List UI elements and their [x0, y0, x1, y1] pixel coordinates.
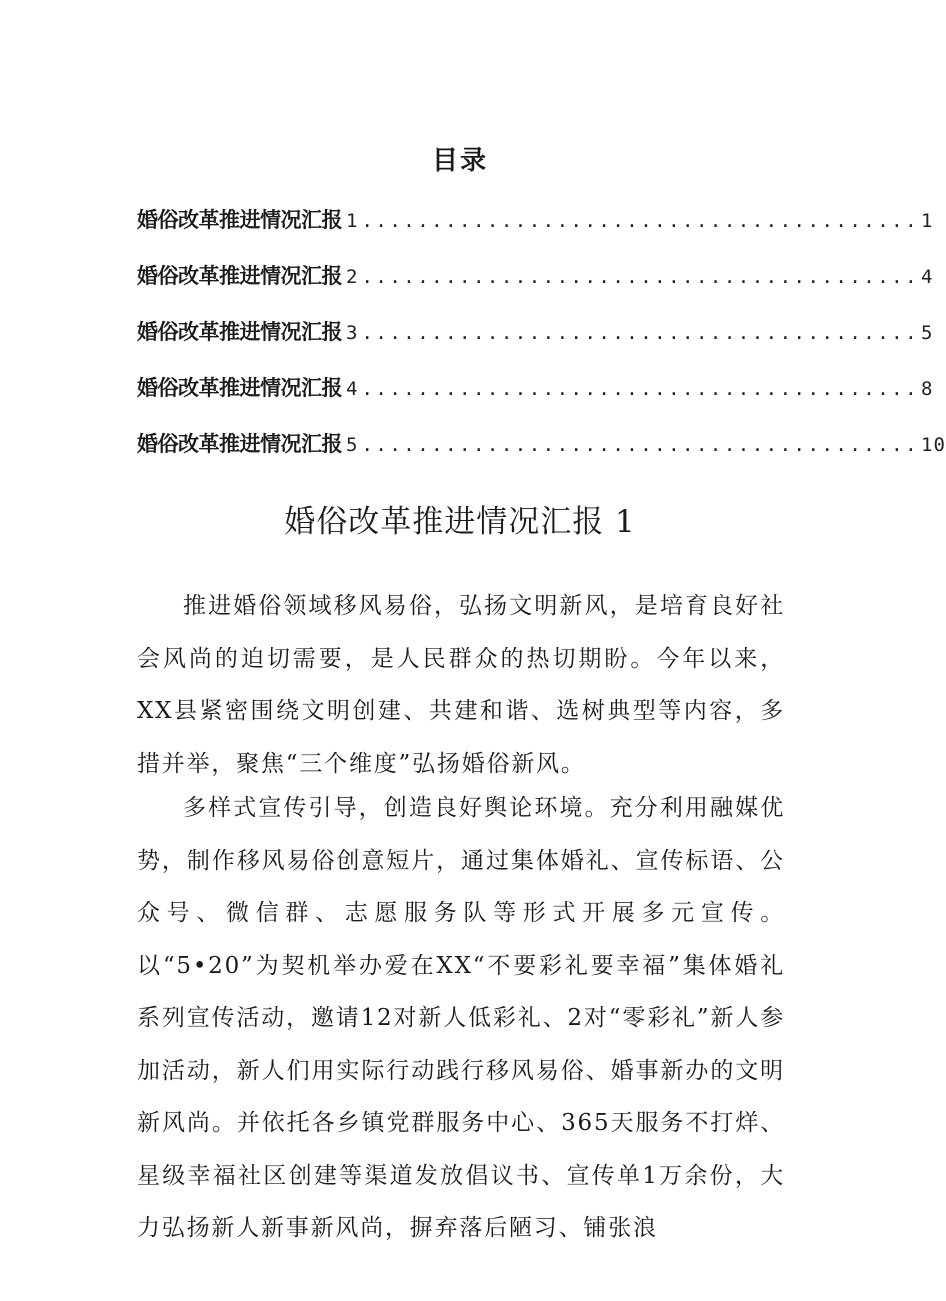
toc-page-number: 1 — [921, 210, 934, 232]
toc-entry-4[interactable] — [137, 368, 934, 424]
toc-entry-1[interactable] — [137, 200, 934, 256]
toc-leader-dots: ........................................ — [361, 434, 920, 456]
toc-entry-number: 4 — [346, 378, 358, 400]
toc-entry-number: 2 — [346, 266, 358, 288]
toc-entry-number: 3 — [346, 322, 358, 344]
toc-entry-5[interactable] — [137, 424, 946, 480]
toc-entry-number: 1 — [346, 210, 358, 232]
toc-entry-title: 婚俗改革推进情况汇报 — [137, 432, 342, 456]
document-title: 婚俗改革推进情况汇报 1 — [284, 504, 636, 540]
body-paragraph-1: 推进婚俗领域移风易俗，弘扬文明新风，是培育良好社会风尚的迫切需要，是人民群众的热切期盼。今年以来，XX县紧密围绕文明创建、共建和谐、选树典型等内容，多措并举，聚焦“三个维度”弘扬婚俗新风。 — [137, 593, 785, 777]
toc-heading: 目录 — [431, 146, 488, 176]
toc-page-number: 10 — [921, 434, 946, 456]
table-of-contents — [137, 200, 946, 480]
toc-entry-3[interactable] — [137, 312, 934, 368]
toc-entry-2[interactable] — [137, 256, 934, 312]
toc-entry-title: 婚俗改革推进情况汇报 — [137, 320, 342, 344]
toc-leader-dots: ........................................ — [361, 266, 920, 288]
toc-leader-dots: ........................................ — [361, 322, 920, 344]
toc-entry-title: 婚俗改革推进情况汇报 — [137, 208, 342, 232]
toc-leader-dots: ........................................ — [361, 378, 920, 400]
toc-entry-number: 5 — [346, 434, 358, 456]
toc-page-number: 8 — [921, 378, 934, 400]
toc-entry-title: 婚俗改革推进情况汇报 — [137, 264, 342, 288]
toc-leader-dots: ........................................ — [361, 210, 920, 232]
toc-page-number: 5 — [921, 322, 934, 344]
body-paragraph-2: 多样式宣传引导，创造良好舆论环境。充分利用融媒优势，制作移风易俗创意短片，通过集体婚礼、宣传标语、公众号、微信群、志愿服务队等形式开展多元宣传。以“5•20”为契机举办爱在XX“不要彩礼要幸福”集体婚礼系列宣传活动，邀请12对新人低彩礼、2对“零彩礼”新人参加活动，新人们用实际行动践行移风易俗、婚事新办的文明新风尚。并依托各乡镇党群服务中心、365天服务不打烊、星级幸福社区创建等渠道发放倡议书、宣传单1万余份，大力弘扬新人新事新风尚，摒弃落后陋习、铺张浪 — [137, 795, 785, 1241]
toc-entry-title: 婚俗改革推进情况汇报 — [137, 376, 342, 400]
toc-page-number: 4 — [921, 266, 934, 288]
